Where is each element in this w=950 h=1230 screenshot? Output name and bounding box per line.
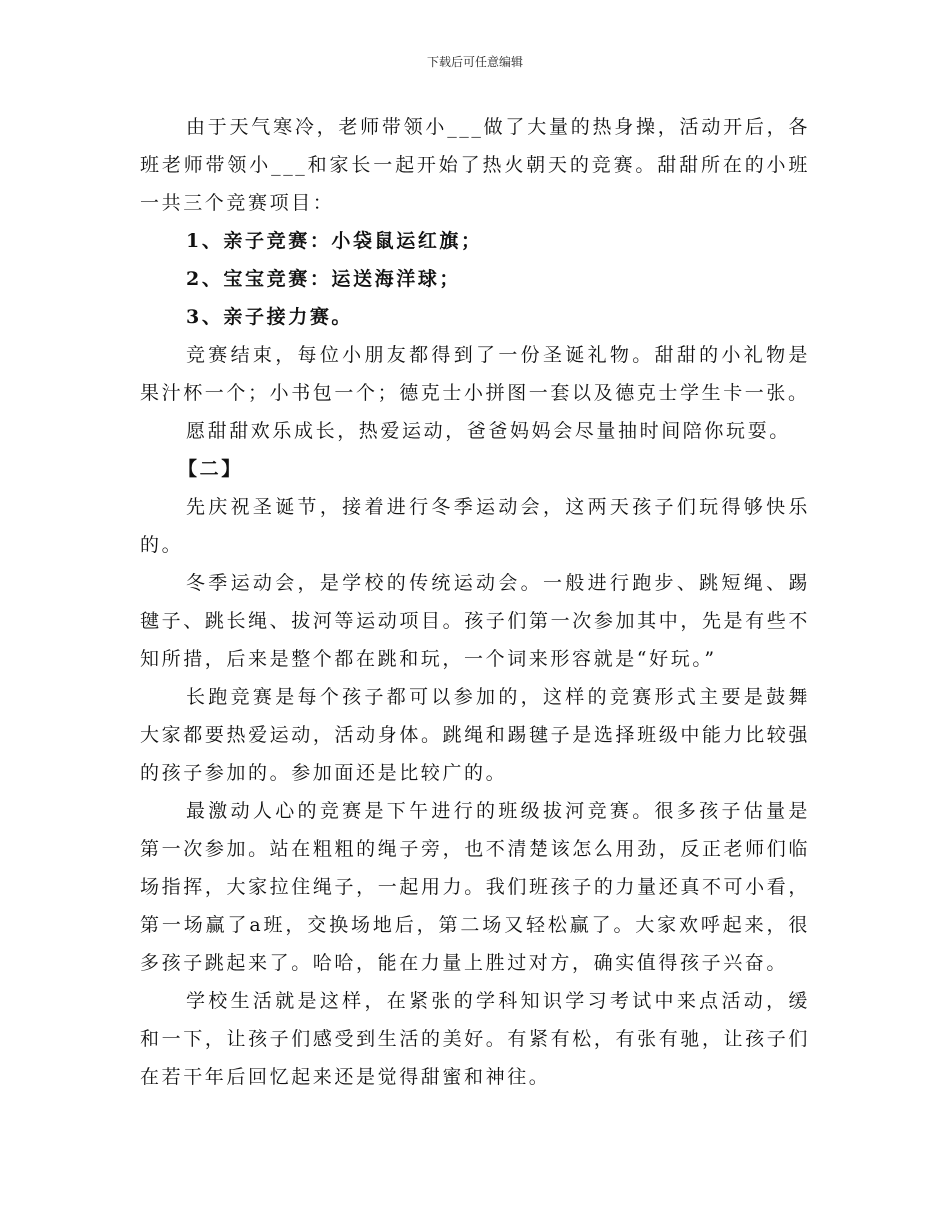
paragraph-tug-of-war: 最激动人心的竞赛是下午进行的班级拔河竞赛。很多孩子估量是第一次参加。站在粗粗的绳子旁，也不清楚该怎么用劲，反正老师们临场指挥，大家拉住绳子，一起用力。我们班孩子的力量还真不可小看，第一场赢了a班，交换场地后，第二场又轻松赢了。大家欢呼起来，很多孩子跳起来了。哈哈，能在力量上胜过对方，确实值得孩子兴奋。 (140, 800, 810, 974)
list-item-1: 1、亲子竞赛：小袋鼠运红旗； (186, 230, 483, 252)
list-item-3: 3、亲子接力赛。 (186, 306, 354, 328)
page-header: 下载后可任意编辑 (426, 55, 523, 69)
paragraph-gifts: 竞赛结束，每位小朋友都得到了一份圣诞礼物。甜甜的小礼物是果汁杯一个；小书包一个；德克士小拼图一套以及德克士学生卡一张。 (140, 344, 810, 404)
paragraph-christmas: 先庆祝圣诞节，接着进行冬季运动会，这两天孩子们玩得够快乐的。 (140, 496, 810, 556)
document-body (140, 108, 810, 1096)
section-heading: 【二】 (178, 458, 243, 480)
paragraph-sports-meet: 冬季运动会，是学校的传统运动会。一般进行跑步、跳短绳、踢毽子、跳长绳、拔河等运动项目。孩子们第一次参加其中，先是有些不知所措，后来是整个都在跳和玩，一个词来形容就是“好玩。” (140, 572, 810, 670)
paragraph-intro: 由于天气寒冷，老师带领小___做了大量的热身操，活动开后，各班老师带领小___和家长一起开始了热火朝天的竞赛。甜甜所在的小班一共三个竞赛项目： (140, 116, 810, 214)
list-item-2: 2、宝宝竞赛：运送海洋球； (186, 268, 462, 290)
paragraph-wish: 愿甜甜欢乐成长，热爱运动，爸爸妈妈会尽量抽时间陪你玩耍。 (186, 420, 791, 442)
paragraph-long-run: 长跑竞赛是每个孩子都可以参加的，这样的竞赛形式主要是鼓舞大家都要热爱运动，活动身体。跳绳和踢毽子是选择班级中能力比较强的孩子参加的。参加面还是比较广的。 (140, 686, 810, 784)
paragraph-school-life: 学校生活就是这样，在紧张的学科知识学习考试中来点活动，缓和一下，让孩子们感受到生活的美好。有紧有松，有张有驰，让孩子们在若干年后回忆起来还是觉得甜蜜和神往。 (140, 990, 810, 1088)
